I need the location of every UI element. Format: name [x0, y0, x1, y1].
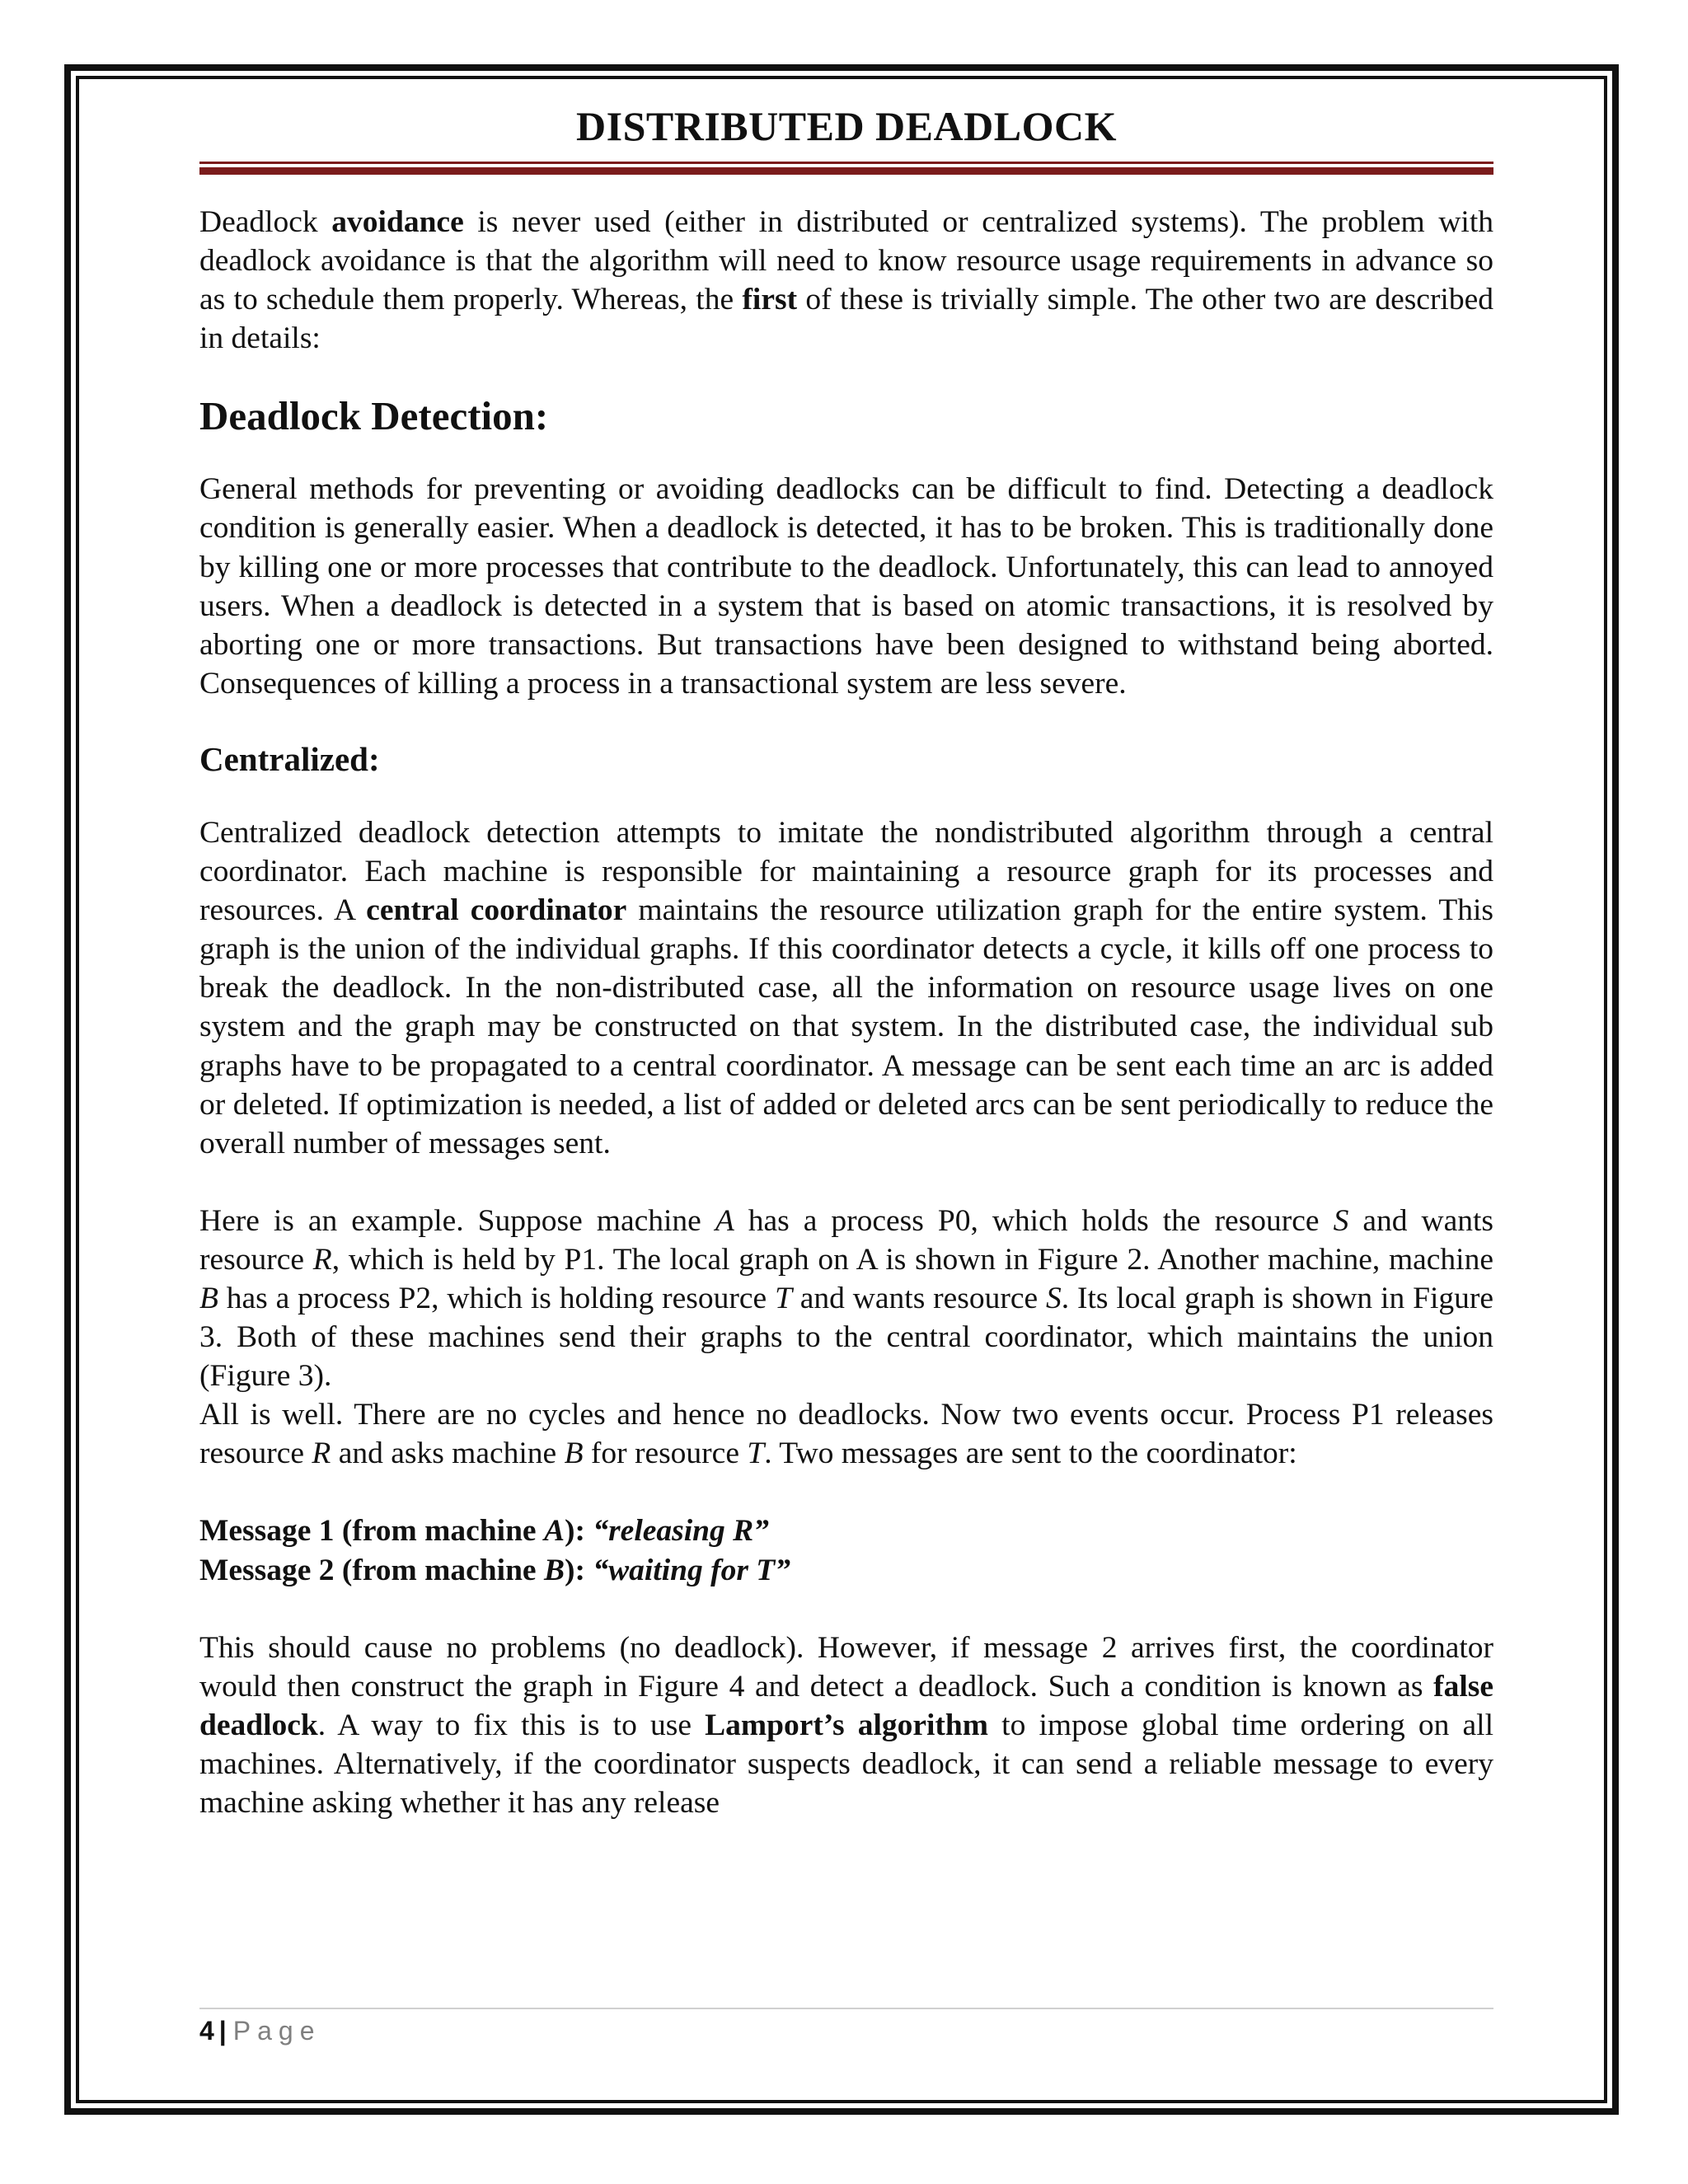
page-content [199, 97, 1493, 1822]
title-rule-thick [199, 167, 1493, 175]
detection-paragraph: General methods for preventing or avoiding deadlocks can be difficult to find. Detecting a deadlock condition is generally easier. When a deadlock is detected, it has to be broken. This is traditionally done by killing one or more processes that contribute to the deadlock. Unfortunately, this can lead to annoyed users. When a deadlock is detected in a system that is based on atomic transactions, it is resolved by aborting one or more transactions. But transactions have been designed to withstand being aborted. Consequences of killing a process in a transactional system are less severe. [199, 472, 1493, 701]
message-1: Message 1 (from machine A): “releasing R” [199, 1514, 769, 1549]
example-paragraph: Here is an example. Suppose machine A has a process P0, which holds the resource S and wants resource R, which is held by P1. The local graph on A is shown in Figure 2. Another machine, machine B has a process P2, which is holding resource T and wants resource S. Its local graph is shown in Figure 3. Both of these machines send their graphs to the central coordinator, which maintains the union (Figure 3). [199, 1203, 1493, 1394]
heading-centralized: Centralized: [199, 739, 380, 778]
centralized-paragraph: Centralized deadlock detection attempts to imitate the nondistributed algorithm through a central coordinator. Each machine is responsible for maintaining a resource graph for its processes and resources. A central coordinator maintains the resource utilization graph for the entire system. This graph is the union of the individual graphs. If this coordinator detects a cycle, it kills off one process to break the deadlock. In the non-distributed case, all the information on resource usage lives on one system and the graph may be constructed on that system. In the distributed case, the individual sub graphs have to be propagated to a central coordinator. A message can be sent each time an arc is added or deleted. If optimization is needed, a list of added or deleted arcs can be sent periodically to reduce the overall number of messages sent. [199, 815, 1494, 1160]
emphasis-first: first [742, 283, 798, 317]
page-number: 4 [199, 2016, 214, 2046]
emphasis-false-deadlock: false deadlock [199, 1669, 1493, 1742]
footer-rule [199, 2008, 1493, 2009]
page-footer [199, 2013, 321, 2049]
heading-deadlock-detection: Deadlock Detection: [199, 393, 549, 439]
emphasis-avoidance: avoidance [331, 205, 464, 239]
title-rule-thin [199, 162, 1493, 164]
events-paragraph: All is well. There are no cycles and hence no deadlocks. Now two events occur. Process P1 releases resource R and asks machine B for resource T. Two messages are sent to the coordinator: [199, 1398, 1493, 1471]
emphasis-lamport-algorithm: Lamport’s algorithm [705, 1708, 989, 1742]
intro-paragraph: Deadlock avoidance is never used (either in distributed or centralized systems). The problem with deadlock avoidance is that the algorithm will need to know resource usage requirements in advance so as to schedule them properly. Whereas, the first of these is trivially simple. The other two are described in details: [199, 205, 1494, 356]
emphasis-central-coordinator: central coordinator [366, 893, 627, 928]
page-title: DISTRIBUTED DEADLOCK [576, 103, 1117, 149]
conclusion-paragraph: This should cause no problems (no deadlock). However, if message 2 arrives first, the coordinator would then construct the graph in Figure 4 and detect a deadlock. Such a condition is known as false deadlock. A way to fix this is to use Lamport’s algorithm to impose global time ordering on all machines. Alternatively, if the coordinator suspects deadlock, it can send a reliable message to every machine asking whether it has any release [199, 1630, 1493, 1820]
page-label: Page [232, 2016, 321, 2046]
message-2: Message 2 (from machine B): “waiting for T” [199, 1553, 790, 1587]
footer-separator: | [218, 2016, 227, 2046]
